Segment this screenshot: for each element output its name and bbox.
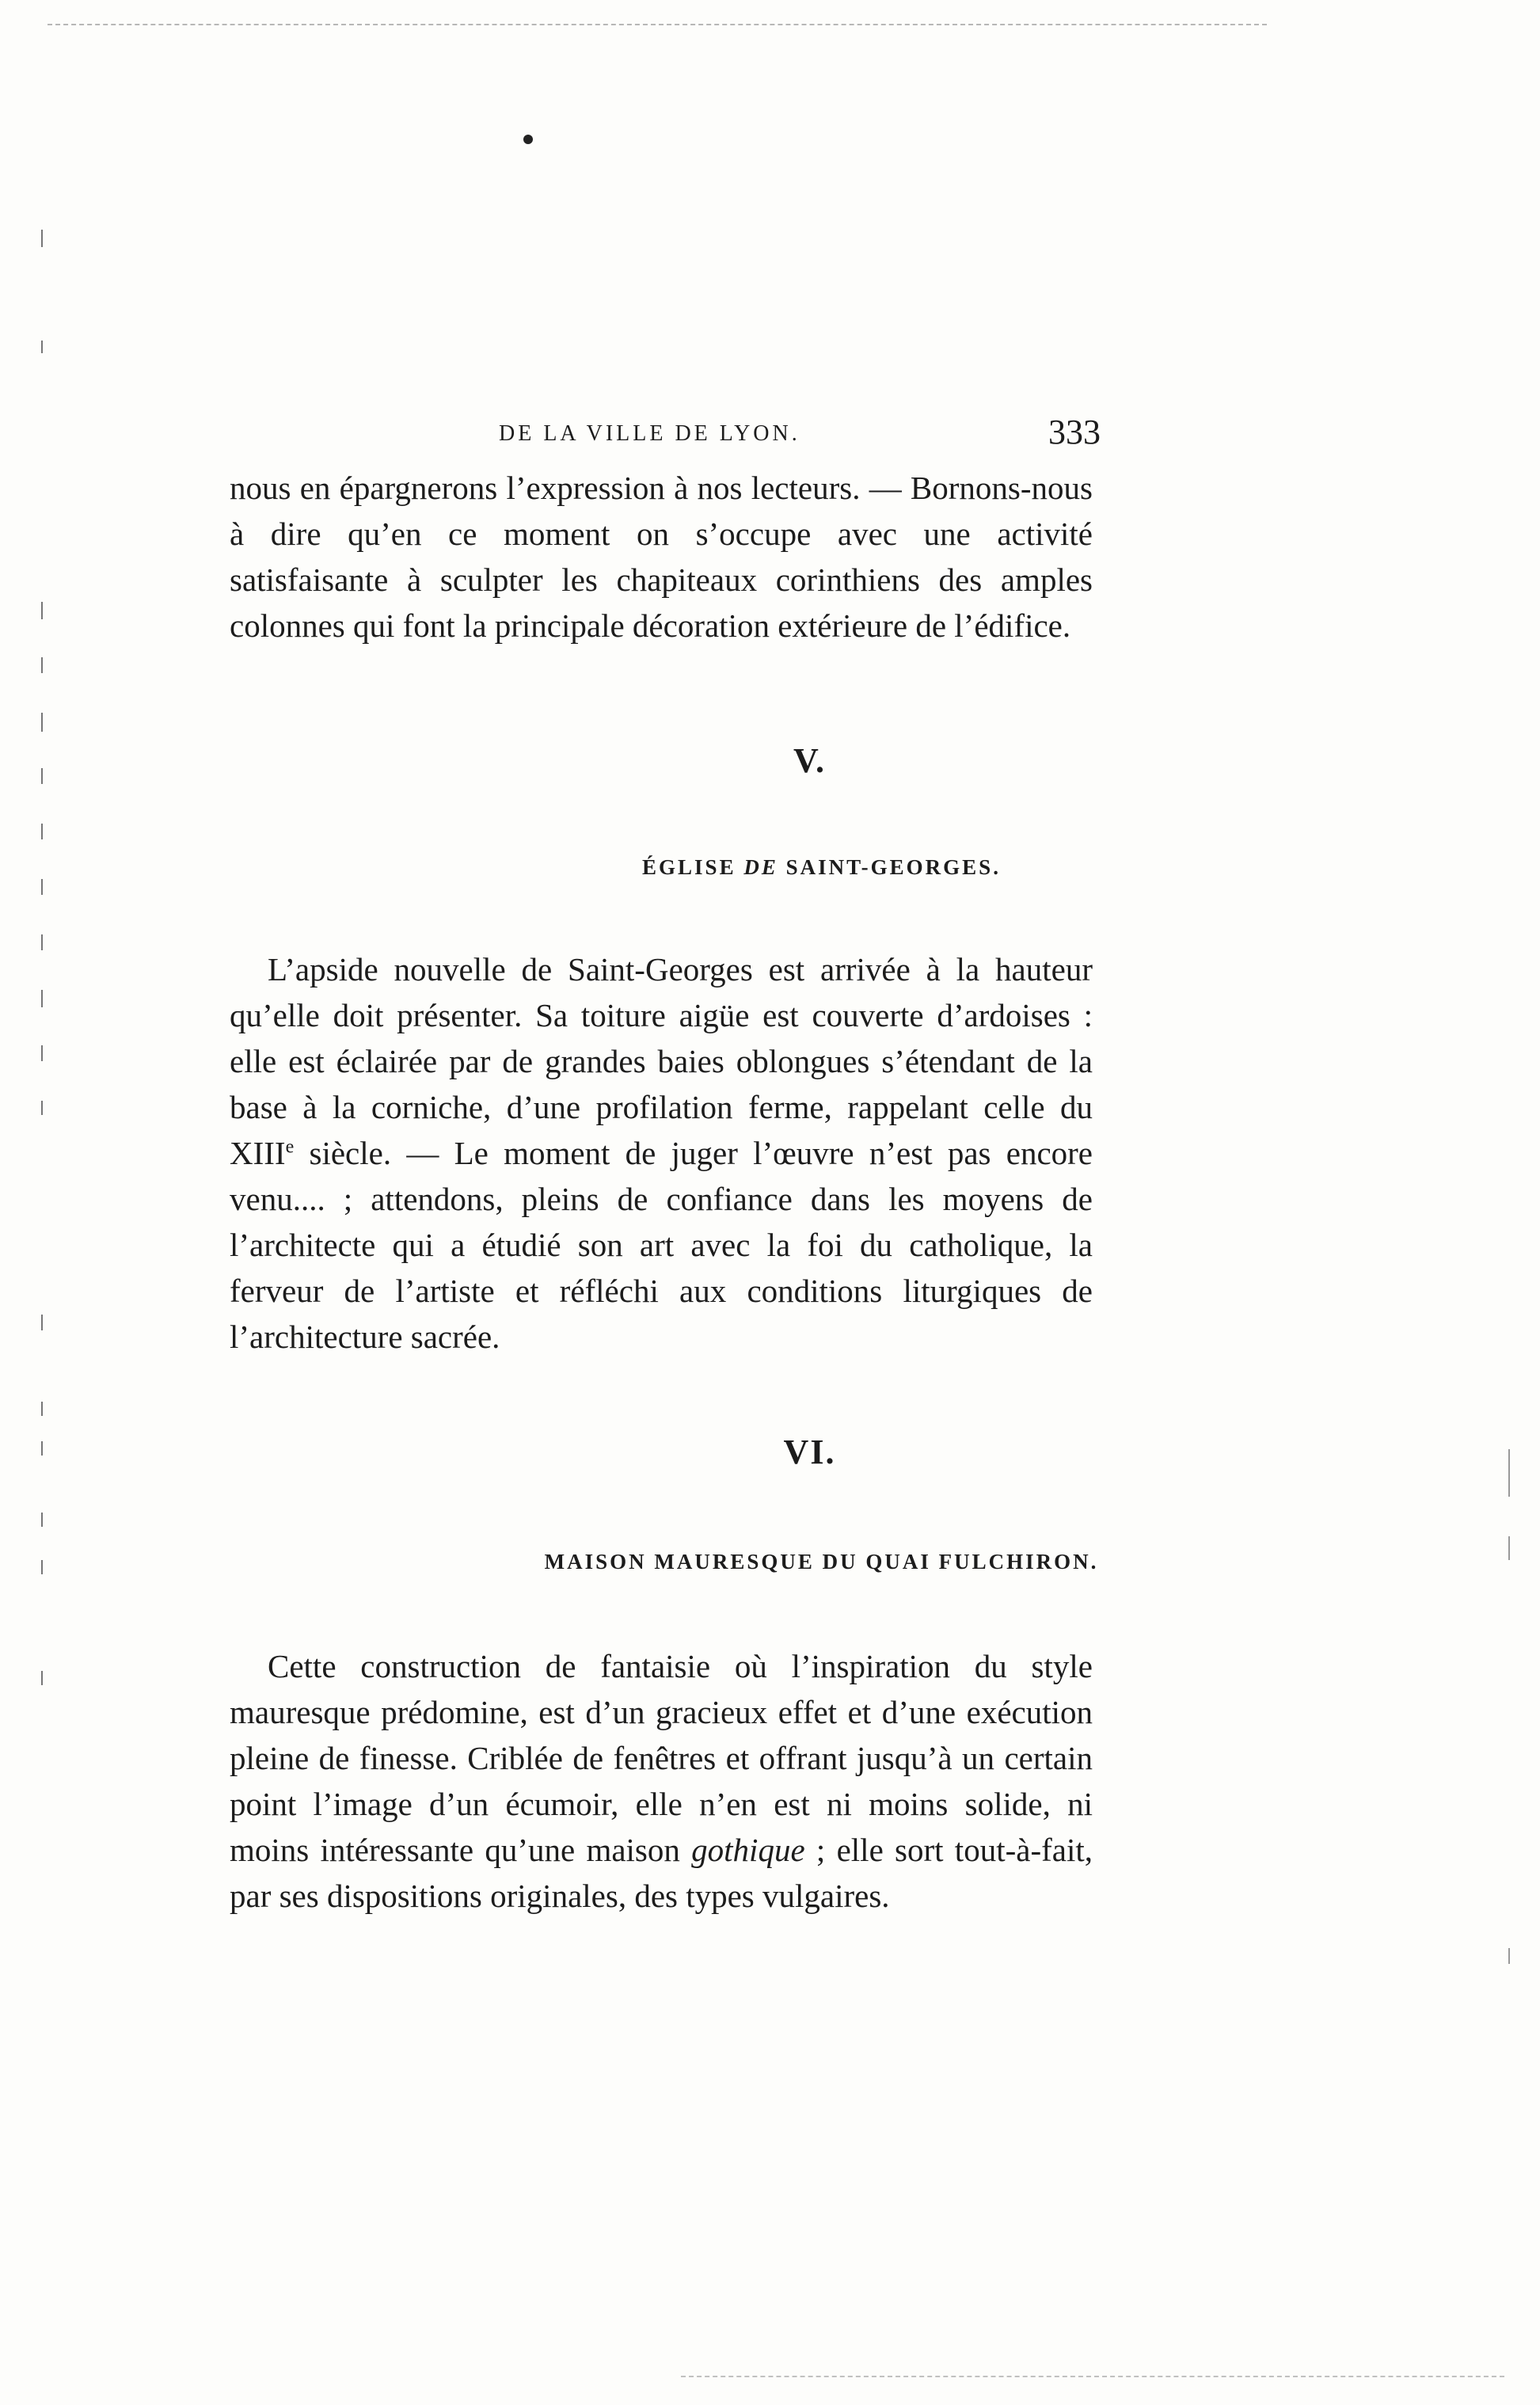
section-title-v: [0, 855, 1540, 880]
section-title-v-post: SAINT-GEORGES.: [778, 855, 1001, 879]
running-title: DE LA VILLE DE LYON.: [499, 421, 800, 446]
section-number-v: V.: [793, 741, 827, 780]
century-superscript: e: [285, 1136, 295, 1158]
paragraph-maison-mauresque: [230, 1643, 1093, 1919]
page-number: 333: [1048, 413, 1101, 451]
paragraph-intro: nous en épargnerons l’expression à nos lecteurs. — Bornons-nous à dire qu’en ce moment on s’occupe avec une activité satisfaisante à sculpter les chapiteaux corinthiens des amples colonnes qui font la principale décoration extérieure de l’édifice.: [230, 470, 1093, 644]
ink-dot: [523, 135, 533, 144]
section-title-vi: MAISON MAURESQUE DU QUAI FULCHIRON.: [544, 1550, 1099, 1574]
paragraph-maison-a: Cette construction de fantaisie où l’inspiration du style mauresque prédomine, est d’un gracieux effet et d’une exécution pleine de finesse. Criblée de fenêtres et offrant jusqu’à un certain point l’image d’un écumoir, elle n’en est ni moins solide, ni moins intéressante qu’une maison: [230, 1648, 1093, 1868]
paragraph-maison-italic: gothique: [691, 1832, 805, 1868]
paragraph-saint-georges-b: siècle. — Le moment de juger l’œuvre n’est pas encore venu.... ; attendons, pleins de confiance dans les moyens de l’architecte qui a étudié son art avec la foi du catholique, la ferveur de l’artiste et réfléchi aux conditions liturgiques de l’architecture sacrée.: [230, 1135, 1093, 1355]
paragraph-saint-georges-a: L’apside nouvelle de Saint-Georges est arrivée à la hauteur qu’elle doit présenter. Sa toiture aigüe est couverte d’ardoises : elle est éclairée par de grandes baies oblongues s’étendant de la base à la corniche, d’une profilation ferme, rappelant celle du XIII: [230, 951, 1093, 1171]
running-head: [230, 412, 1101, 459]
scan-bottom-rule: [681, 2376, 1504, 2377]
right-margin-marks: [1508, 1449, 1511, 1964]
scan-top-rule: [48, 24, 1267, 25]
paragraph-maison-b: ; elle sort tout-à-fait, par ses dispositions originales, des types vulgaires.: [230, 1832, 1093, 1914]
section-title-v-italic: DE: [743, 855, 778, 879]
section-number-vi: VI.: [783, 1433, 836, 1471]
paragraph-saint-georges: [230, 946, 1093, 1360]
left-margin-marks: [41, 230, 46, 1703]
section-title-v-pre: ÉGLISE: [642, 855, 744, 879]
